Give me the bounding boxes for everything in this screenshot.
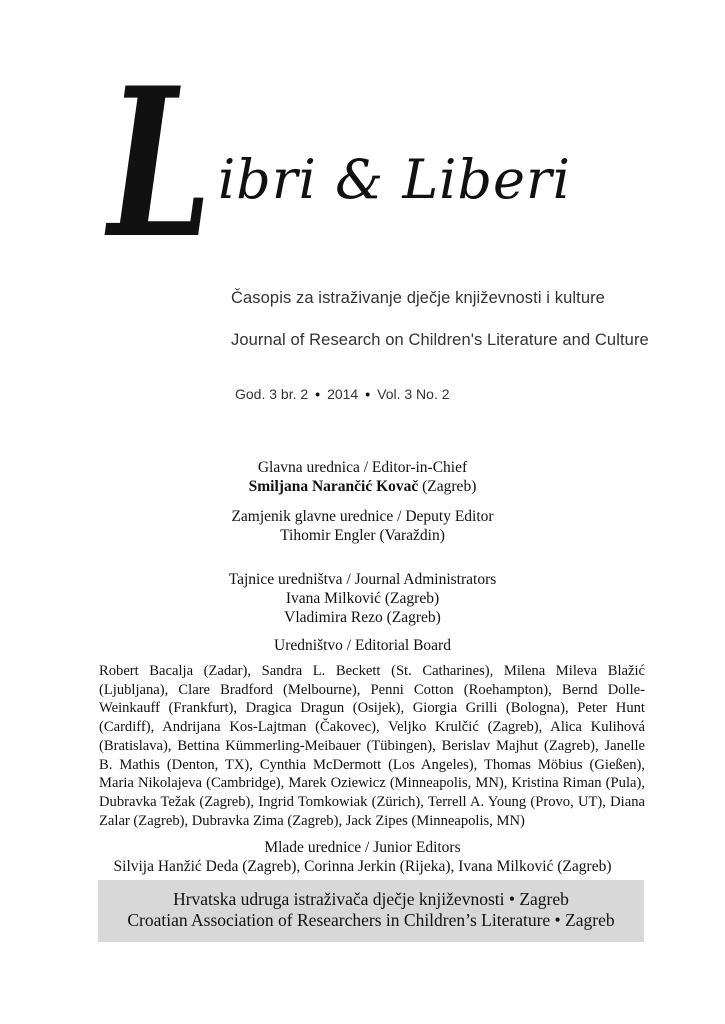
editorial-board-members: Robert Bacalja (Zadar), Sandra L. Beckett (St. Catharines), Milena Mileva Blažić (Ljubljana), Clare Bradford (Melbourne), Penni Cotton (Roehampton), Bernd Dolle-Weinkauff (Frankfurt), Dragica Dragun (Osijek), Giorgia Grilli (Bologna), Peter Hunt (Cardiff), Andrijana Kos-Lajtman (Čakovec), Veljko Krulčić (Zagreb), Alica Kulihová (Bratislava), Bettina Kümmerling-Meibauer (Tübingen), Berislav Majhut (Zagreb), Janelle B. Mathis (Denton, TX), Cynthia McDermott (Los Angeles), Thomas Möbius (Gießen), Maria Nikolajeva (Cambridge), Marek Oziewicz (Minneapolis, MN), Kristina Riman (Pula), Dubravka Težak (Zagreb), Ingrid Tomkowiak (Zürich), Terrell A. Young (Provo, UT), Diana Zalar (Zagreb), Dubravka Zima (Zagreb), Jack Zipes (Minneapolis, MN): [99, 663, 645, 829]
deputy-editor-name: Tihomir Engler (Varaždin): [280, 527, 445, 544]
editor-in-chief-section: [0, 458, 725, 496]
editor-in-chief-line: [0, 477, 725, 496]
editorial-board-heading: Uredništvo / Editorial Board: [274, 637, 451, 654]
publisher-croatian: Hrvatska udruga istraživača dječje književnosti • Zagreb: [173, 889, 569, 909]
issue-year: 2014: [327, 386, 359, 402]
issue-info: [235, 386, 450, 402]
administrator-name: Ivana Milković (Zagreb): [285, 590, 440, 607]
logo-title: ibri & Liberi: [218, 148, 572, 211]
publisher-box: [98, 880, 644, 942]
editor-in-chief-name: Smiljana Narančić Kovač: [248, 478, 419, 495]
junior-editors-section: [0, 838, 725, 876]
deputy-editor-role: Zamjenik glavne urednice / Deputy Editor: [231, 508, 494, 525]
administrator-name: Vladimira Rezo (Zagreb): [284, 609, 441, 626]
administrators-role: Tajnice uredništva / Journal Administrators: [228, 571, 497, 588]
publisher-english: Croatian Association of Researchers in Children’s Literature • Zagreb: [127, 910, 615, 930]
administrators-section: [0, 570, 725, 627]
editor-in-chief-role: Glavna urednica / Editor-in-Chief: [257, 459, 468, 476]
logo-initial: L: [108, 44, 212, 284]
issue-vol: Vol. 3 No. 2: [377, 386, 450, 402]
editor-in-chief-location: (Zagreb): [422, 478, 477, 495]
issue-separator: •: [365, 386, 371, 402]
junior-editors-role: Mlade urednice / Junior Editors: [264, 839, 461, 856]
deputy-editor-section: [0, 507, 725, 545]
junior-editors-names: Silvija Hanžić Deda (Zagreb), Corinna Jerkin (Rijeka), Ivana Milković (Zagreb): [113, 858, 612, 875]
issue-god: God. 3 br. 2: [235, 386, 309, 402]
subtitle-english: Journal of Research on Children's Literature and Culture: [231, 331, 649, 349]
subtitle-croatian: Časopis za istraživanje dječje književnosti i kulture: [231, 289, 605, 307]
issue-separator: •: [315, 386, 321, 402]
